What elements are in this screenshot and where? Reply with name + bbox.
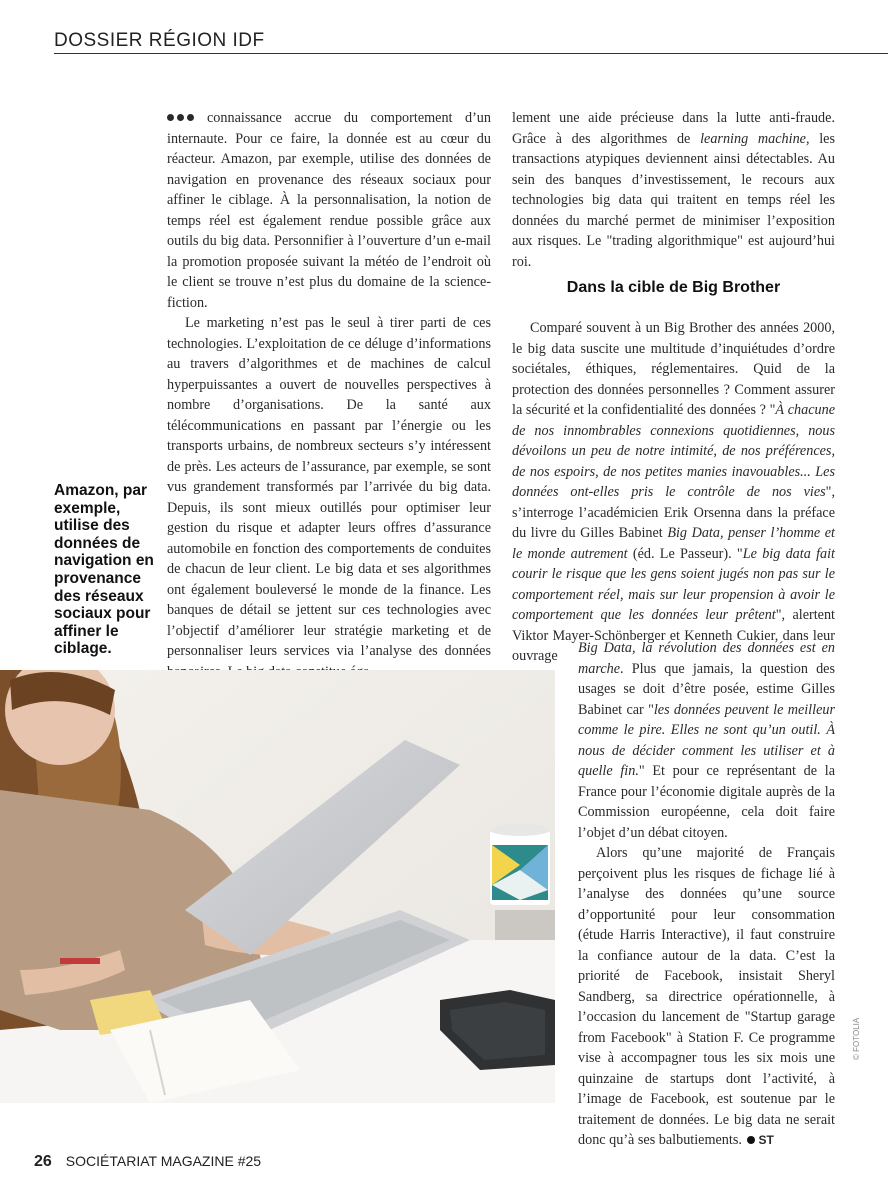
section-header: DOSSIER RÉGION IDF (54, 30, 265, 51)
article-photo (0, 670, 555, 1103)
section-subheading: Dans la cible de Big Brother (566, 279, 781, 296)
text-run: , les transactions atypiques deviennent ainsi détectables. Au sein des banques d’investissement, le recours aux technologies big data qui traitent en temps réel les données du marché permet de minimiser l’exposition aux risques. Le "trading algorithmique" est aujourd’hui roi. (512, 130, 836, 270)
author-signature: ST (758, 1133, 774, 1147)
article-column-2 (512, 108, 835, 272)
photo-credit: © FOTOLIA (852, 1017, 861, 1060)
paragraph-text: connaissance accrue du comportement d’un internaute. Pour ce faire, la donnée est au cœur du réacteur. Amazon, par exemple, utilise des données de navigation en provenance des réseaux sociaux pour affiner le ciblage. À la personnalisation, la notion de temps réel est également rendue possible grâce aux outils du big data. Personnifier à l’ouverture d’un e-mail la promotion proposée suivant la météo de l’endroit où le client se trouve n’est plus du domaine de la science-fiction. (167, 110, 491, 311)
article-column-3 (578, 638, 835, 1151)
emphasis: learning machine (700, 130, 806, 147)
paragraph (578, 638, 835, 843)
paragraph (512, 108, 835, 272)
article-column-1 (167, 108, 491, 682)
text-run: " Et pour ce représentant de la France pour l’économie digitale auprès de la Commission européenne, cela doit faire l’objet d’un débat citoyen. (578, 763, 835, 841)
continuation-dots-icon (167, 108, 197, 129)
book-title: Big Data, penser l’homme et le monde autrement (512, 525, 835, 562)
text-run: Comparé souvent à un Big Brother des années 2000, le big data suscite une multitude d’inquiétudes d’ordre sociétales, éthiques, réglementaires. Quid de la protection des données personnelles ? Comment assurer la sécurité et la confidentialité des données ? " (512, 320, 835, 418)
page-footer (34, 1153, 261, 1171)
header-rule (54, 53, 888, 54)
text-run: . Plus que jamais, la question des usages se doit d’être posée, estime Gilles Babinet car " (578, 660, 835, 718)
paragraph (512, 318, 835, 667)
text-run: ", s’interroge l’académicien Erik Orsenna dans la préface du livre du Gilles Babinet (512, 484, 835, 541)
paragraph (578, 843, 835, 1151)
text-run: Alors qu’une majorité de Français perçoivent plus les risques de fichage lié à l’analyse des données qu’une source d’opportunité pour leur consommation (étude Harris Interactive), il faut construire la confiance autour de la data. C’est la priorité de Facebook, insistait Sheryl Sandberg, sa directrice opérationnelle, à l’occasion du lancement de "Startup garage from Facebook" à Station F. Ce programme vise à accompagner tous les six mois une quinzaine de startups dont l’activité, à l’image de Facebook, est soutenue par le traitement de données. Le big data ne serait donc qu’à ses balbutiements. (578, 845, 835, 1148)
text-run: ", alertent Viktor Mayer-Schönberger et Kenneth Cukier, dans leur ouvrage (512, 607, 835, 664)
quotation: les données peuvent le meilleur comme le pire. Elles ne sont qu’un outil. À nous de décider comment les utiliser et à quelle fin. (578, 701, 835, 779)
text-run: (éd. Le Passeur). " (627, 545, 743, 562)
page-number: 26 (34, 1153, 52, 1170)
quotation: Le big data fait courir le risque que les gens soient jugés non pas sur le comportement réel, mais sur leur propension à avoir le comportement que les données leur prêtent (512, 545, 836, 623)
pull-quote: Amazon, par exemple, utilise des données de navigation en provenance des réseaux sociaux pour affiner le ciblage. (54, 482, 154, 658)
book-title: Big Data, la révolution des données est en marche (578, 640, 835, 677)
quotation: À chacune de nos innombrables connexions quotidiennes, nous dévoilons un peu de notre intimité, de nos préférences, de nos espoirs, de nos petites manies inavouables... Les données ont-elles pris le contrôle de nos vies (512, 402, 835, 500)
article-column-2-continued (512, 318, 835, 667)
text-run: lement une aide précieuse dans la lutte anti-fraude. Grâce à des algorithmes de (512, 110, 835, 147)
paragraph: Le marketing n’est pas le seul à tirer parti de ces technologies. L’exploitation de ce déluge d’informations au travers d’algorithmes et de machines de calcul hyperpuissantes a ouvert de nouvelles perspectives à nombre d’organisations. De la santé aux télécommunications en passant par l’énergie ou les transports urbains, de nombreux secteurs s’y intéressent de près. Les acteurs de l’assurance, par exemple, se sont vus grandement transformés par l’arrivée du big data. Depuis, ils sont mieux outillés pour optimiser leur gestion du risque et adapter leurs offres d’assurance automobile en fonction des comportements de conduites de chacun de leur client. Le big data et ses algorithmes ont également bouleversé le monde de la finance. Les banques de détail se jettent sur ces technologies avec l’objectif d’améliorer leur stratégie marketing et de personnaliser leurs services via l’analyse des données (167, 315, 491, 659)
end-mark-icon (747, 1136, 755, 1144)
magazine-title: SOCIÉTARIAT MAGAZINE #25 (65, 1153, 262, 1169)
photo-woman-laptop-illustration (0, 670, 555, 1103)
paragraph (167, 108, 491, 313)
